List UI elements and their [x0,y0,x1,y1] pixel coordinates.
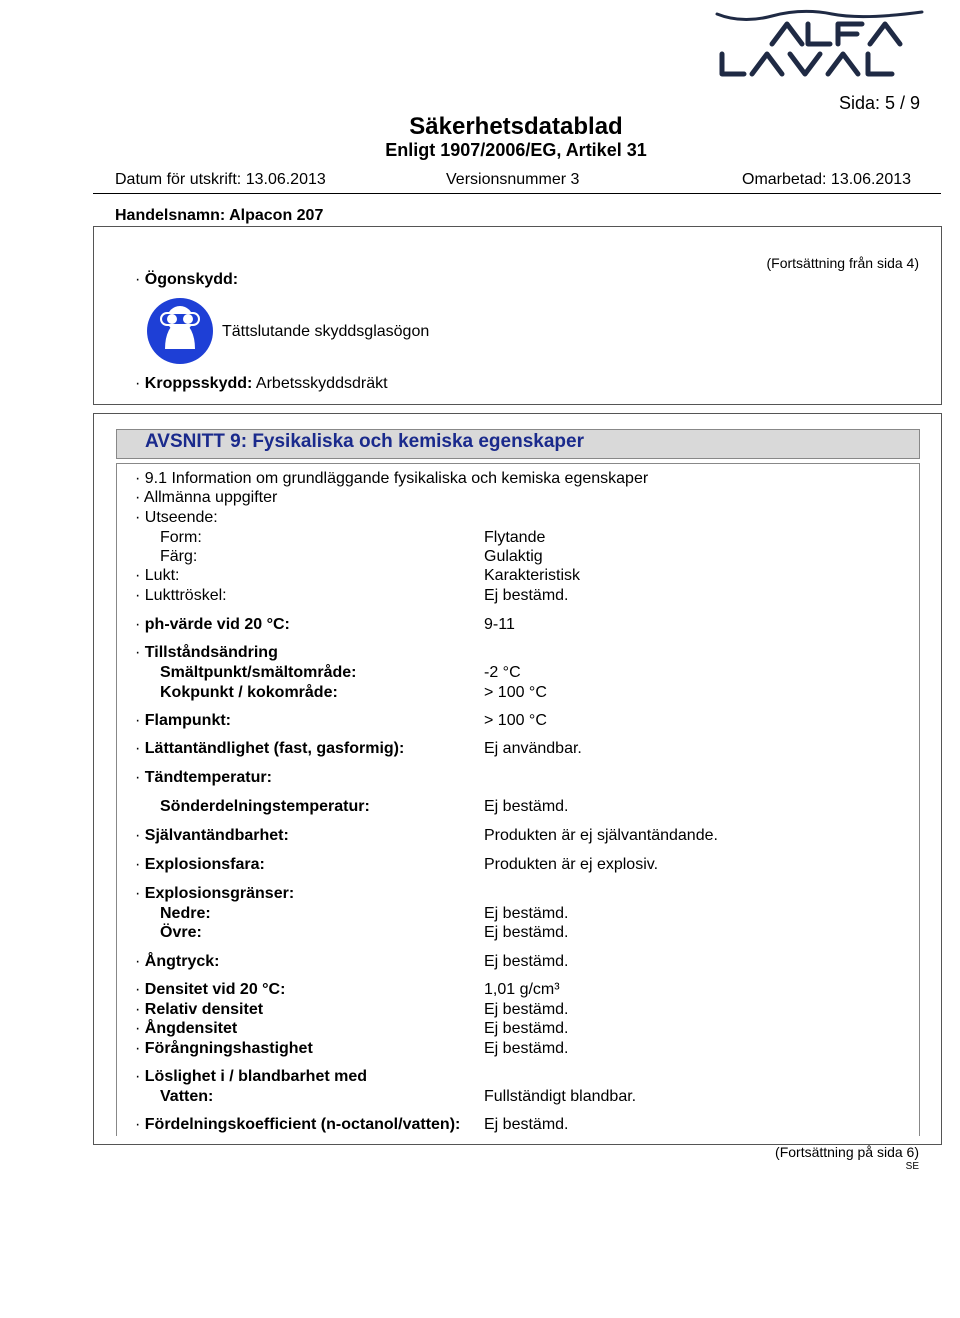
language-code: SE [905,1161,919,1172]
eye-protection-label: · Ögonskydd: [135,271,239,288]
general-info: · Allmänna uppgifter [135,489,278,506]
trade-name: Handelsnamn: Alpacon 207 [115,207,324,224]
version-number: Versionsnummer 3 [446,171,580,188]
appearance-label: · Utseende: [135,509,218,526]
continued-from: (Fortsättning från sida 4) [766,255,919,271]
document-subtitle: Enligt 1907/2006/EG, Artikel 31 [385,140,647,160]
page-number: Sida: 5 / 9 [838,93,920,113]
safety-goggles-icon [145,297,215,365]
section-9-title: AVSNITT 9: Fysikaliska och kemiska egenskaper [145,431,584,452]
alfa-laval-logo [712,4,932,80]
revised-date: Omarbetad: 13.06.2013 [742,171,912,188]
document-title: Säkerhetsdatablad [409,113,623,140]
info-heading: · 9.1 Information om grundläggande fysikaliska och kemiska egenskaper [135,470,649,487]
continued-on: (Fortsättning på sida 6) [775,1144,919,1160]
body-protection: · Kroppsskydd: Arbetsskyddsdräkt [135,375,388,392]
print-date: Datum för utskrift: 13.06.2013 [115,171,326,188]
eye-protection-text: Tättslutande skyddsglasögon [222,323,430,340]
header-rule [93,193,941,194]
svg-text:ALFA LAVAL: ALFA LAVAL [712,4,718,5]
